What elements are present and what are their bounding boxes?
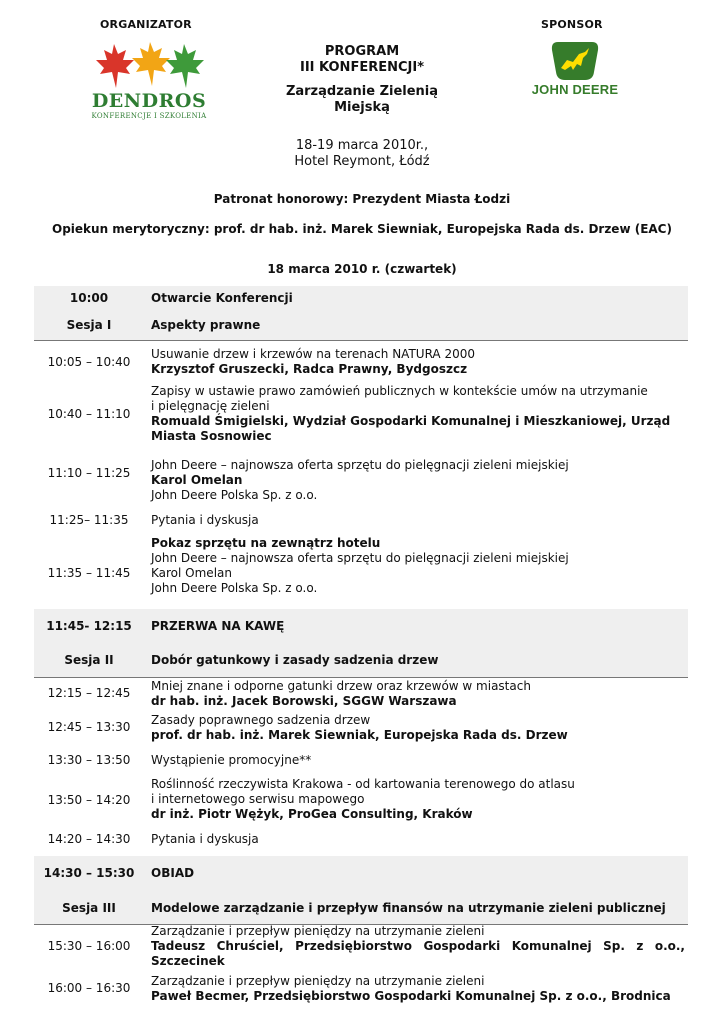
row-desc xyxy=(151,347,685,377)
talk-speaker: Paweł Becmer, Przedsiębiorstwo Gospodarki Komunalnej Sp. z o.o., Brodnica xyxy=(151,989,671,1003)
talk-speaker: Karol Omelan xyxy=(151,566,232,580)
row-time: Sesja III xyxy=(62,901,116,915)
topic-line-1: Zarządzanie Zielenią xyxy=(285,84,439,99)
row-desc xyxy=(151,777,685,822)
row-time: 11:10 – 11:25 xyxy=(47,466,131,480)
schedule-row xyxy=(34,777,688,825)
session-row xyxy=(34,643,688,677)
talk-company: John Deere Polska Sp. z o.o. xyxy=(151,581,318,595)
tutor-line: Opiekun merytoryczny: prof. dr hab. inż. Marek Siewniak, Europejska Rada ds. Drzew (EAC) xyxy=(52,222,672,236)
row-desc xyxy=(151,536,685,596)
row-time: 11:35 – 11:45 xyxy=(47,566,131,580)
deer-emblem-icon xyxy=(527,40,623,82)
row-time: 11:25– 11:35 xyxy=(49,513,129,527)
date-line-2: Hotel Reymont, Łódź xyxy=(294,154,430,169)
row-time: 14:30 – 15:30 xyxy=(43,866,135,880)
talk-speaker: Krzysztof Gruszecki, Radca Prawny, Bydgoszcz xyxy=(151,362,468,376)
schedule-row xyxy=(34,535,688,599)
organizer-tagline: KONFERENCJE I SZKOLENIA xyxy=(91,112,207,120)
talk-subtitle: John Deere – najnowsza oferta sprzętu do pielęgnacji zieleni miejskiej xyxy=(151,551,569,565)
row-time: Sesja I xyxy=(66,318,112,332)
talk-title: Zarządzanie i przepływ pieniędzy na utrzymanie zieleni xyxy=(151,924,485,938)
row-title: Dobór gatunkowy i zasady sadzenia drzew xyxy=(151,653,439,667)
session-row xyxy=(34,310,688,340)
talk-title: Mniej znane i odporne gatunki drzew oraz krzewów w miastach xyxy=(151,679,531,693)
row-desc xyxy=(151,974,685,1004)
talk-speaker: Karol Omelan xyxy=(151,473,243,487)
date-line-1: 18-19 marca 2010r., xyxy=(295,138,429,153)
row-title: Pytania i dyskusja xyxy=(151,513,259,527)
schedule-row xyxy=(34,830,688,850)
lunch-row xyxy=(34,856,688,890)
talk-title: Pokaz sprzętu na zewnątrz hotelu xyxy=(151,536,381,550)
program-line-1: PROGRAM xyxy=(324,44,400,59)
row-title: Modelowe zarządzanie i przepływ finansów na utrzymanie zieleni publicznej xyxy=(151,901,666,915)
talk-speaker-cont: Miasta Sosnowiec xyxy=(151,429,272,443)
row-title: Wystąpienie promocyjne** xyxy=(151,753,312,767)
program-line-2: III KONFERENCJI* xyxy=(299,60,424,75)
row-title: Aspekty prawne xyxy=(151,318,261,332)
schedule-row xyxy=(34,679,688,713)
row-time: 15:30 – 16:00 xyxy=(47,939,131,953)
schedule-row xyxy=(34,713,688,747)
day-heading: 18 marca 2010 r. (czwartek) xyxy=(267,262,457,276)
row-title: Pytania i dyskusja xyxy=(151,832,259,846)
sponsor-name: JOHN DEERE xyxy=(531,82,619,97)
row-time: 16:00 – 16:30 xyxy=(47,981,131,995)
talk-speaker: dr hab. inż. Jacek Borowski, SGGW Warszawa xyxy=(151,694,457,708)
talk-title: Zasady poprawnego sadzenia drzew xyxy=(151,713,371,727)
talk-company: John Deere Polska Sp. z o.o. xyxy=(151,488,318,502)
sponsor-label: SPONSOR xyxy=(541,18,603,31)
schedule-row xyxy=(34,751,688,771)
patronage-line: Patronat honorowy: Prezydent Miasta Łodzi xyxy=(213,192,511,206)
row-time: 14:20 – 14:30 xyxy=(47,832,131,846)
topic-line-2: Miejską xyxy=(334,100,390,115)
row-time: 11:45- 12:15 xyxy=(46,619,132,633)
talk-speaker: dr inż. Piotr Wężyk, ProGea Consulting, Kraków xyxy=(151,807,473,821)
talk-title: John Deere – najnowsza oferta sprzętu do pielęgnacji zieleni miejskiej xyxy=(151,458,569,472)
schedule-row xyxy=(34,457,688,505)
row-desc xyxy=(151,384,685,444)
row-time: 12:45 – 13:30 xyxy=(47,720,131,734)
row-desc xyxy=(151,924,685,969)
talk-title: Zarządzanie i przepływ pieniędzy na utrzymanie zieleni xyxy=(151,974,485,988)
row-title: Otwarcie Konferencji xyxy=(151,291,293,305)
talk-speaker: Romuald Śmigielski, Wydział Gospodarki Komunalnej i Mieszkaniowej, Urząd xyxy=(151,414,671,428)
row-desc xyxy=(151,679,685,709)
schedule-row xyxy=(34,974,688,1008)
organizer-label: ORGANIZATOR xyxy=(100,18,192,31)
schedule-row xyxy=(34,511,688,531)
row-divider xyxy=(34,677,688,678)
row-time: 12:15 – 12:45 xyxy=(47,686,131,700)
row-time: 13:50 – 14:20 xyxy=(47,793,131,807)
row-time: Sesja II xyxy=(64,653,114,667)
break-row xyxy=(34,609,688,643)
row-desc xyxy=(151,713,685,743)
row-title: OBIAD xyxy=(151,866,195,880)
john-deere-logo xyxy=(527,40,623,100)
row-time: 10:40 – 11:10 xyxy=(47,407,131,421)
schedule-row xyxy=(34,924,688,970)
schedule-row xyxy=(34,346,688,380)
talk-speaker: Tadeusz Chruściel, Przedsiębiorstwo Gospodarki Komunalnej Sp. z o.o., xyxy=(151,939,685,953)
row-time: 13:30 – 13:50 xyxy=(47,753,131,767)
program-topic xyxy=(220,84,504,116)
row-title: PRZERWA NA KAWĘ xyxy=(151,619,285,633)
talk-title-cont: i internetowego serwisu mapowego xyxy=(151,792,365,806)
talk-speaker-cont: Szczecinek xyxy=(151,954,225,968)
schedule-row xyxy=(34,383,688,447)
program-title xyxy=(220,44,504,76)
talk-speaker: prof. dr hab. inż. Marek Siewniak, Europejska Rada ds. Drzew xyxy=(151,728,568,742)
row-time: 10:00 xyxy=(69,291,109,305)
dendros-logo xyxy=(86,40,212,124)
maple-leaves-icon xyxy=(86,40,212,90)
row-divider xyxy=(34,340,688,341)
talk-title: Usuwanie drzew i krzewów na terenach NATURA 2000 xyxy=(151,347,475,361)
schedule-row xyxy=(34,286,688,310)
row-desc xyxy=(151,458,685,503)
row-time: 10:05 – 10:40 xyxy=(47,355,131,369)
talk-title: Roślinność rzeczywista Krakowa - od kartowania terenowego do atlasu xyxy=(151,777,575,791)
talk-title-cont: i pielęgnację zieleni xyxy=(151,399,270,413)
program-date xyxy=(220,138,504,170)
organizer-name: DENDROS xyxy=(91,90,207,112)
session-row xyxy=(34,890,688,924)
talk-title: Zapisy w ustawie prawo zamówień publicznych w kontekście umów na utrzymanie xyxy=(151,384,648,398)
